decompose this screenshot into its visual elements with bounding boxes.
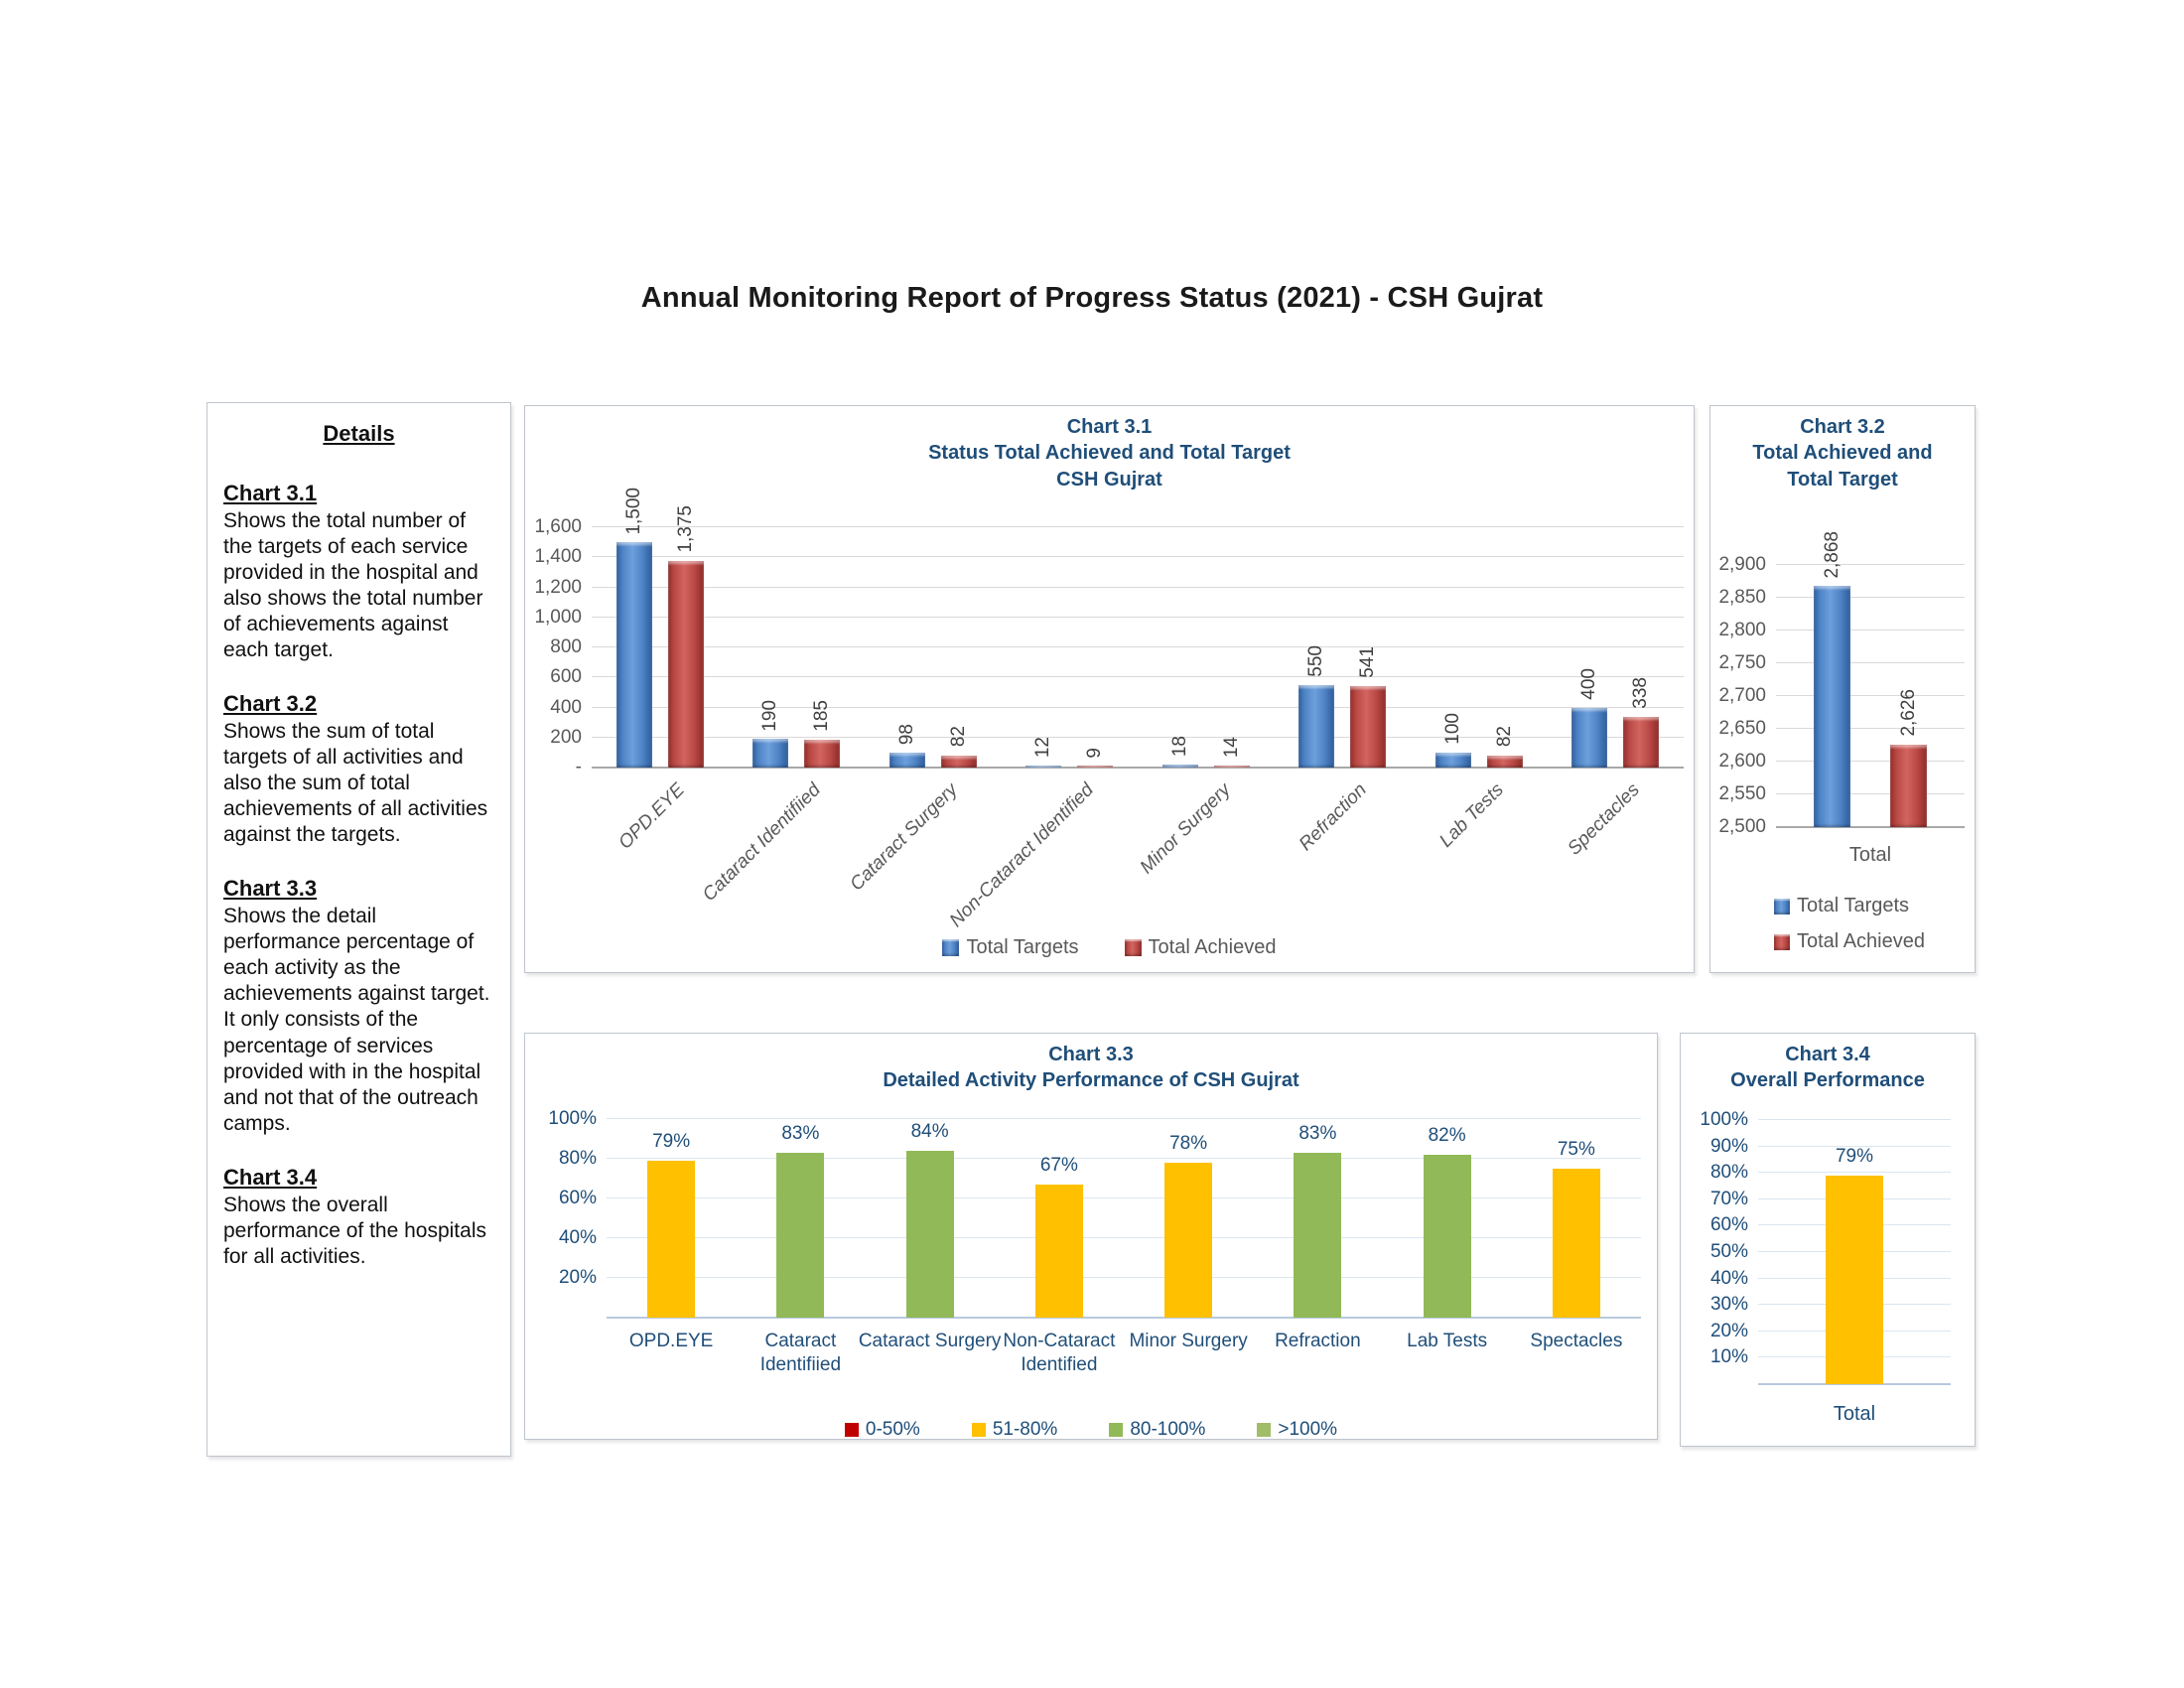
bar-value-label: 84% <box>910 1121 949 1142</box>
y-axis-tick-label: 1,200 <box>534 576 582 598</box>
chart-3-4-title <box>1681 1042 1975 1094</box>
y-axis-tick-label: 60% <box>558 1188 597 1208</box>
legend-marker <box>972 1423 986 1437</box>
y-axis-tick-label: 2,850 <box>1718 587 1766 608</box>
bar-value-label: 550 <box>1305 645 1327 677</box>
legend-marker <box>1774 899 1790 914</box>
details-section-body: Shows the overall performance of the hospitals for all activities. <box>223 1193 486 1268</box>
bar-total-targets <box>889 753 925 768</box>
y-axis-tick-label: 30% <box>1709 1294 1748 1316</box>
x-category-label: Cataract Surgery <box>858 1331 1002 1351</box>
category-group <box>607 1119 736 1318</box>
x-category-label: Non-Cataract Identified <box>1003 1331 1116 1375</box>
bar-value-label: 100 <box>1441 713 1463 745</box>
bar-slot <box>1298 527 1334 768</box>
bar-total-achieved <box>1214 766 1250 768</box>
bar-value-label: 1,375 <box>674 505 696 554</box>
bar-value-label: 79% <box>652 1131 691 1152</box>
category-group <box>729 527 866 768</box>
details-section-heading: Chart 3.2 <box>223 691 318 717</box>
chart-3-3-title <box>525 1042 1657 1094</box>
bar-value-label: 79% <box>1835 1145 1874 1167</box>
legend-item <box>1774 930 1925 953</box>
bar-slot <box>1435 527 1471 768</box>
details-panel <box>206 402 511 1457</box>
details-section-chart-3-1 <box>223 481 494 663</box>
bar-slot <box>1214 527 1250 768</box>
bar-total-targets <box>752 739 788 768</box>
chart-title-line: Chart 3.2 <box>1800 416 1885 438</box>
details-section-chart-3-2 <box>223 691 494 848</box>
y-axis-tick-label: 2,750 <box>1718 652 1766 673</box>
bar-slot <box>668 505 704 768</box>
chart-3-1-title <box>525 414 1694 492</box>
bar-performance <box>906 1151 954 1318</box>
bar-total-achieved <box>1350 686 1386 768</box>
bar-slot <box>1826 1120 1883 1384</box>
bar-slot <box>1077 527 1113 768</box>
x-category-label: Refraction <box>1296 779 1372 856</box>
y-axis-tick-label: 1,000 <box>534 606 582 628</box>
category-group <box>1124 1119 1253 1318</box>
bar-slot <box>1890 565 1927 827</box>
y-axis-tick-label: 2,600 <box>1718 751 1766 772</box>
legend-label: 80-100% <box>1130 1419 1206 1440</box>
y-axis-tick-label: 90% <box>1709 1135 1748 1157</box>
chart-title-line: Chart 3.4 <box>1785 1044 1870 1065</box>
bar-value-label: 185 <box>811 700 833 733</box>
legend-label: Total Targets <box>1797 895 1910 916</box>
legend-item <box>942 936 1078 959</box>
chart-3-1-panel[interactable] <box>524 405 1695 973</box>
bar-value-label: 83% <box>1298 1123 1337 1144</box>
details-section-chart-3-3 <box>223 876 494 1136</box>
category-group <box>1758 1120 1951 1384</box>
x-category-label: Lab Tests <box>1407 1331 1488 1351</box>
legend-item <box>845 1419 920 1441</box>
y-axis-tick-label: 100% <box>548 1108 597 1129</box>
bar-value-label: 82% <box>1428 1125 1466 1146</box>
legend-item <box>1125 936 1277 959</box>
bar-performance <box>1294 1153 1341 1318</box>
y-axis-tick-label: 200 <box>550 726 582 748</box>
legend-marker <box>1774 934 1790 950</box>
y-axis-tick-label: 2,700 <box>1718 685 1766 706</box>
bar-value-label: 338 <box>1630 677 1652 709</box>
x-category-label: Cataract Surgery <box>846 779 962 896</box>
y-axis-tick-label: 600 <box>550 666 582 688</box>
chart-title-line: Status Total Achieved and Total Target <box>928 442 1291 465</box>
chart-title-line: Chart 3.3 <box>1048 1044 1134 1065</box>
category-group <box>995 1119 1124 1318</box>
bar-slot <box>906 1119 954 1318</box>
bar-performance <box>1553 1169 1600 1318</box>
bar-value-label: 12 <box>1032 737 1054 759</box>
page-title: Annual Monitoring Report of Progress Status (2021) - CSH Gujrat <box>640 282 1544 314</box>
y-axis-tick-label: - <box>575 757 582 777</box>
x-category-label: Lab Tests <box>1434 779 1508 852</box>
plot-region <box>548 1108 1641 1375</box>
bar-value-label: 2,626 <box>1897 689 1919 737</box>
category-group <box>1776 530 1965 827</box>
chart-title-line: Detailed Activity Performance of CSH Gujrat <box>883 1069 1299 1092</box>
x-category-label: Total <box>1848 844 1892 866</box>
bar-slot <box>1623 527 1659 768</box>
y-axis-tick-label: 40% <box>1709 1267 1748 1289</box>
bar-total-targets <box>616 542 652 768</box>
y-axis-tick-label: 20% <box>1709 1320 1748 1341</box>
bar-slot <box>1025 527 1061 768</box>
details-section-chart-3-4 <box>223 1165 494 1270</box>
bar-performance <box>647 1161 695 1318</box>
y-axis-tick-label: 2,500 <box>1718 816 1766 837</box>
x-category-label: Cataract Identifiied <box>699 779 826 906</box>
y-axis-tick-label: 20% <box>558 1267 597 1288</box>
bar-performance <box>776 1153 824 1318</box>
legend-label: Total Targets <box>966 936 1079 958</box>
bar-performance <box>1164 1163 1212 1318</box>
bar-total-achieved <box>668 561 704 768</box>
bar-slot <box>1814 530 1850 827</box>
category-group <box>1411 527 1548 768</box>
y-axis-tick-label: 50% <box>1709 1241 1748 1262</box>
chart-3-3-plot-area <box>525 1034 1657 1439</box>
x-category-label: Non-Cataract Identified <box>946 779 1099 932</box>
x-category-label: Total <box>1833 1403 1876 1425</box>
details-section-body: Shows the total number of the targets of each service provided in the hospital and also shows the total number of achievements against each target. <box>223 509 483 662</box>
legend-item <box>1774 895 1909 917</box>
bar-value-label: 82 <box>947 726 969 748</box>
y-axis-tick-label: 100% <box>1700 1109 1748 1130</box>
category-group <box>1002 527 1139 768</box>
bar-performance <box>1826 1176 1883 1384</box>
y-axis-tick-label: 2,800 <box>1718 620 1766 640</box>
chart-title-line: CSH Gujrat <box>1056 468 1162 491</box>
legend-item <box>972 1419 1058 1441</box>
bar-slot <box>1487 527 1523 768</box>
category-group <box>1138 527 1275 768</box>
y-axis-tick-label: 80% <box>558 1148 597 1169</box>
details-title: Details <box>323 421 395 446</box>
y-axis-tick-label: 2,650 <box>1718 718 1766 739</box>
bar-value-label: 67% <box>1039 1155 1078 1176</box>
details-section-heading: Chart 3.1 <box>223 481 318 505</box>
bar-total-achieved <box>1890 745 1927 827</box>
bar-value-label: 1,500 <box>622 487 644 535</box>
bar-value-label: 82 <box>1493 726 1515 748</box>
bar-slot <box>804 527 840 768</box>
y-axis-tick-label: 2,900 <box>1718 554 1766 575</box>
bar-slot <box>889 527 925 768</box>
chart-3-2-panel[interactable] <box>1709 405 1976 973</box>
y-axis-tick-label: 80% <box>1709 1162 1748 1184</box>
bar-total-targets <box>1162 765 1198 768</box>
y-axis-tick-label: 60% <box>1709 1214 1748 1236</box>
bar-total-targets <box>1814 586 1850 827</box>
y-axis-tick-label: 10% <box>1709 1346 1748 1368</box>
legend-label: Total Achieved <box>1797 930 1925 952</box>
bar-slot <box>1162 527 1198 768</box>
x-category-label: OPD.EYE <box>614 779 689 854</box>
legend-item <box>1109 1419 1205 1441</box>
chart-title-line: Total Achieved and <box>1752 442 1933 465</box>
legend-marker <box>942 939 959 956</box>
y-axis-tick-label: 40% <box>558 1227 597 1248</box>
y-axis-tick-label: 1,400 <box>534 546 582 568</box>
bar-slot <box>752 527 788 768</box>
bar-value-label: 190 <box>759 699 781 732</box>
legend-item <box>1257 1419 1337 1441</box>
legend-marker <box>1257 1423 1271 1437</box>
bar-value-label: 9 <box>1084 748 1106 759</box>
x-category-label: Minor Surgery <box>1129 1331 1248 1351</box>
y-axis-tick-label: 70% <box>1709 1188 1748 1209</box>
legend-label: 51-80% <box>992 1419 1058 1440</box>
category-group <box>865 527 1002 768</box>
bar-slot <box>1350 527 1386 768</box>
bar-total-targets <box>1435 753 1471 768</box>
y-axis-tick-label: 400 <box>550 696 582 718</box>
bar-value-label: 541 <box>1357 646 1379 679</box>
bar-slot <box>1571 527 1607 768</box>
x-category-label: OPD.EYE <box>628 1331 714 1351</box>
bar-value-label: 14 <box>1220 736 1242 758</box>
y-axis-tick-label: 1,600 <box>534 516 582 537</box>
details-section-body: Shows the detail performance percentage of each activity as the achievements against target. It only consists of the percentage of services provided with in the hospital and not that of the outreach camps. <box>223 905 490 1135</box>
details-section-heading: Chart 3.3 <box>223 876 318 902</box>
chart-title-line: Total Target <box>1787 468 1898 491</box>
category-group <box>1512 1119 1641 1318</box>
category-group <box>1275 527 1412 768</box>
category-group <box>1548 527 1685 768</box>
legend-marker <box>1125 939 1142 956</box>
bar-slot <box>941 527 977 768</box>
chart-title-line: Overall Performance <box>1730 1069 1925 1092</box>
chart-3-4-plot-area <box>1681 1034 1975 1446</box>
bar-slot <box>1424 1119 1471 1318</box>
bar-value-label: 75% <box>1557 1139 1595 1160</box>
category-group <box>1383 1119 1512 1318</box>
bar-value-label: 78% <box>1169 1133 1208 1154</box>
bar-total-achieved <box>1623 717 1659 768</box>
bar-total-targets <box>1571 708 1607 769</box>
category-group <box>592 487 729 768</box>
bar-value-label: 400 <box>1578 667 1600 700</box>
x-category-label: Minor Surgery <box>1136 779 1235 879</box>
x-category-label: Cataract Identifiied <box>759 1331 842 1375</box>
category-group <box>866 1119 995 1318</box>
bar-value-label: 18 <box>1168 736 1190 758</box>
bar-value-label: 83% <box>781 1123 820 1144</box>
chart-legend <box>525 1419 1657 1441</box>
bar-total-targets <box>1298 685 1334 768</box>
chart-3-3-panel[interactable] <box>524 1033 1658 1440</box>
y-axis-tick-label: 800 <box>550 636 582 657</box>
chart-title-line: Chart 3.1 <box>1066 416 1153 438</box>
bar-slot <box>1294 1119 1341 1318</box>
legend-label: 0-50% <box>865 1419 920 1440</box>
chart-legend <box>1774 895 1925 953</box>
bar-performance <box>1424 1155 1471 1318</box>
bar-total-targets <box>1025 766 1061 768</box>
bar-slot <box>616 487 652 768</box>
plot-region <box>1718 530 1965 866</box>
chart-3-2-title <box>1710 414 1975 492</box>
bar-total-achieved <box>1077 766 1113 768</box>
bar-performance <box>1035 1185 1083 1318</box>
details-section-body: Shows the sum of total targets of all activities and also the sum of total achievements of all activities against the targets. <box>223 720 488 847</box>
x-category-label: Spectacles <box>1530 1331 1623 1351</box>
plot-region <box>534 487 1684 932</box>
chart-3-4-panel[interactable] <box>1680 1033 1976 1447</box>
x-category-label: Spectacles <box>1564 779 1645 860</box>
bar-slot <box>1553 1119 1600 1318</box>
x-category-label: Refraction <box>1275 1331 1361 1351</box>
bar-value-label: 2,868 <box>1821 530 1843 579</box>
bar-total-achieved <box>1487 756 1523 768</box>
plot-region <box>1700 1109 1951 1425</box>
bar-slot <box>1164 1119 1212 1318</box>
bar-slot <box>1035 1119 1083 1318</box>
y-axis-tick-label: 2,550 <box>1718 783 1766 804</box>
details-section-heading: Chart 3.4 <box>223 1164 318 1190</box>
category-group <box>1253 1119 1382 1318</box>
legend-marker <box>845 1423 859 1437</box>
bar-total-achieved <box>941 756 977 768</box>
bar-value-label: 98 <box>895 724 917 746</box>
bar-slot <box>647 1119 695 1318</box>
legend-marker <box>1109 1423 1123 1437</box>
bar-slot <box>776 1119 824 1318</box>
legend-label: >100% <box>1278 1419 1338 1440</box>
legend-label: Total Achieved <box>1148 936 1277 958</box>
chart-legend <box>525 936 1694 959</box>
bar-total-achieved <box>804 740 840 768</box>
category-group <box>736 1119 865 1318</box>
